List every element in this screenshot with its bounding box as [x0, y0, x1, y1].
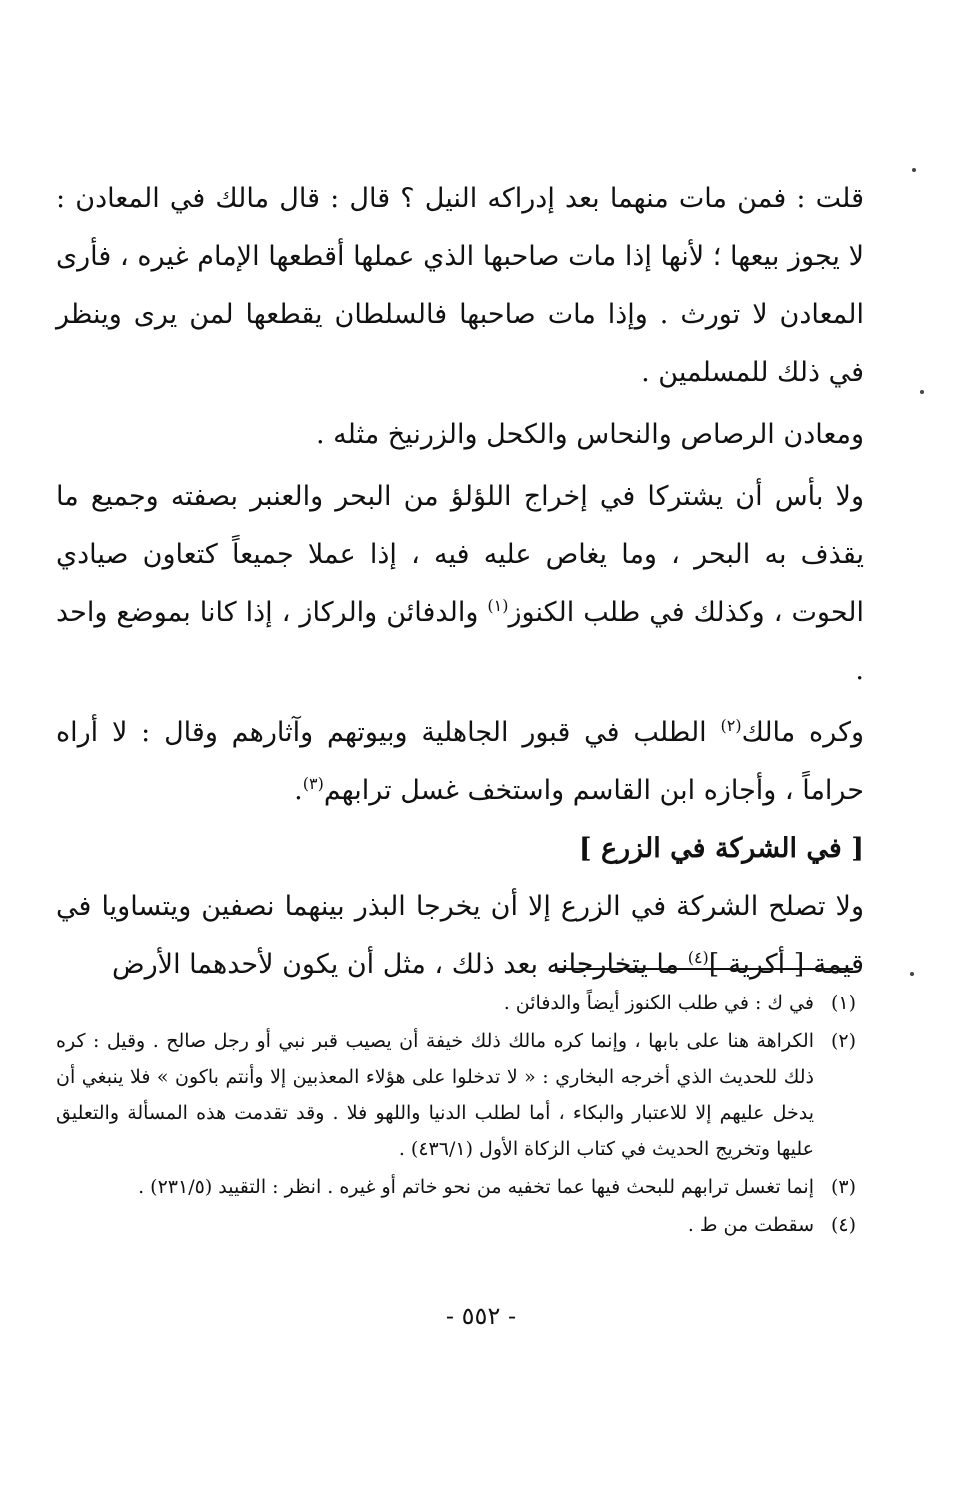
footnote-text: في ك : في طلب الكنوز أيضاً والدفائن .: [503, 992, 814, 1014]
footnote-text: سقطت من ط .: [687, 1214, 814, 1236]
footnote-ref-4[interactable]: (٤): [687, 948, 709, 967]
paragraph-3: ولا بأس أن يشتركا في إخراج اللؤلؤ من البحر والعنبر بصفته وجميع ما يقذف به البحر ، وما يغاص عليه فيه ، إذا عملا جميعاً كتعاون صيادي الحوت ، وكذلك في طلب الكنوز$^{(١)}$ والدفائن والركاز ، إذا كانا بموضع واحد .: [56, 481, 864, 686]
paragraph-1: قلت : فمن مات منهما بعد إدراكه النيل ؟ قال : قال مالك في المعادن : لا يجوز بيعها ؛ لأنها إذا مات صاحبها الذي عملها أقطعها الإمام غيره ، فأرى المعادن لا تورث . وإذا مات صاحبها فالسلطان يقطعها لمن يرى وينظر في ذلك للمسلمين .: [56, 183, 864, 388]
footnote-ref-1[interactable]: (١): [487, 596, 509, 615]
paragraph-2: ومعادن الرصاص والنحاس والكحل والزرنيخ مثله .: [315, 419, 864, 450]
footnote-ref-2[interactable]: (٢): [720, 716, 742, 735]
scan-speck: [912, 168, 916, 172]
main-text: [56, 170, 864, 994]
paragraph-5: ولا تصلح الشركة في الزرع إلا أن يخرجا البذر بينهما نصفين ويتساويا في قيمة [ أكرية ]$^{(٤)}$ ما يتخارجانه بعد ذلك ، مثل أن يكون لأحدهما الأرض: [56, 891, 864, 980]
footnote-text: إنما تغسل ترابهم للبحث فيها عما تخفيه من نحو خاتم أو غيره . انظر : التقييد (٢٣١/٥) .: [138, 1176, 814, 1198]
footnote-text: الكراهة هنا على بابها ، وإنما كره مالك ذلك خيفة أن يصيب قبر نبي أو رجل صالح . وقيل : كره ذلك للحديث الذي أخرجه البخاري : « لا تدخلوا على هؤلاء المعذبين إلا وأنتم باكون » فلا ينبغي أن يدخل عليهم إلا للاعتبار والبكاء ، أما لطلب الدنيا واللهو فلا . وقد تقدمت هذه المسألة والتعليق عليها وتخريج الحديث في كتاب الزكاة الأول (٤٣٦/١) .: [56, 1030, 814, 1160]
footnote-1: [56, 985, 856, 1021]
footnote-number: (١): [830, 992, 856, 1014]
section-heading: [ في الشركة في الزرع ]: [578, 833, 864, 864]
footnote-number: (٣): [830, 1176, 856, 1198]
footnote-number: (٢): [830, 1030, 856, 1052]
footnote-2: [56, 1023, 856, 1167]
paragraph-4: وكره مالك$^{(٢)}$ الطلب في قبور الجاهلية وبيوتهم وآثارهم وقال : لا أراه حراماً ، وأجازه ابن القاسم واستخف غسل ترابهم$^{(٣)}$.: [56, 716, 864, 806]
scan-speck: [920, 390, 924, 394]
footnote-separator: [555, 968, 853, 970]
footnote-4: [56, 1207, 856, 1243]
footnote-3: [56, 1169, 856, 1205]
footnote-ref-3[interactable]: (٣): [302, 774, 324, 793]
footnote-number: (٤): [830, 1214, 856, 1236]
page-number: - ٥٥٢ -: [445, 1302, 517, 1330]
scan-speck: [910, 972, 914, 976]
footnotes: [56, 985, 856, 1245]
